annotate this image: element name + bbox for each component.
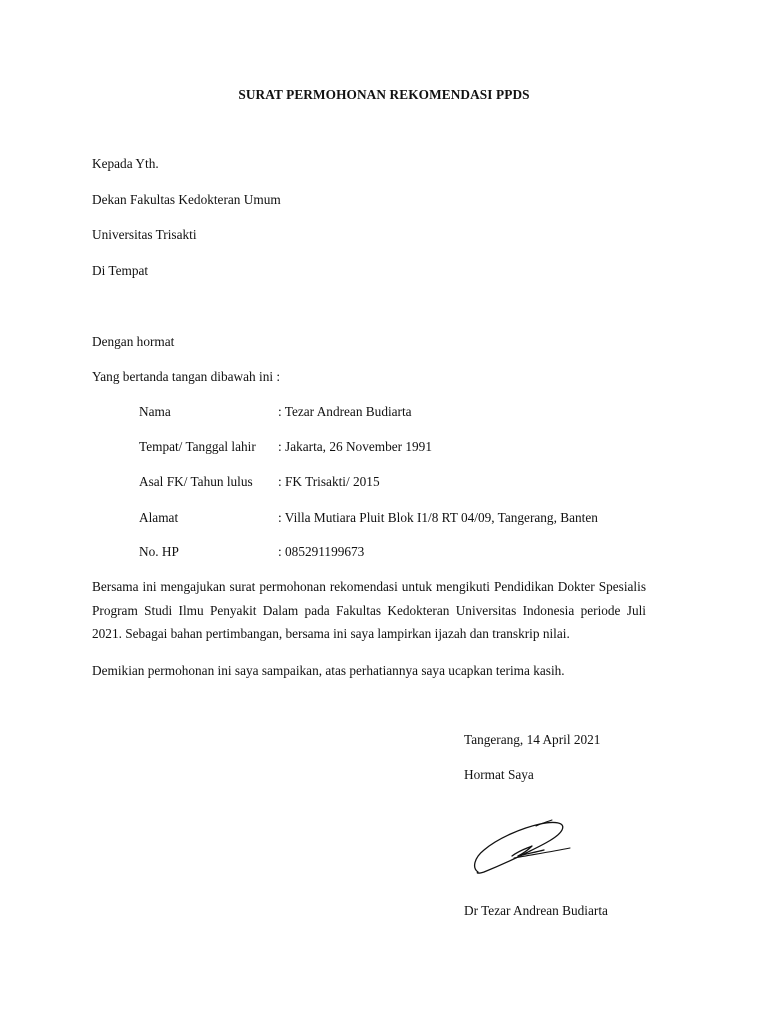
signer-name: Dr Tezar Andrean Budiarta <box>464 903 608 918</box>
sign-off: Hormat Saya <box>464 767 534 782</box>
detail-value: : Jakarta, 26 November 1991 <box>278 439 432 454</box>
body-paragraph: Bersama ini mengajukan surat permohonan rekomendasi untuk mengikuti Pendidikan Dokter Spesialis Program Studi Ilmu Penyakit Dalam pada Fakultas Kedokteran Universitas Indonesia periode Juli 2021. Sebagai bahan pertimbangan, bersama ini saya lampirkan ijazah dan transkrip nilai. <box>92 579 646 641</box>
handwritten-signature <box>470 810 580 882</box>
detail-label: Alamat <box>139 510 179 525</box>
recipient-line-1: Kepada Yth. <box>92 156 159 171</box>
detail-value: : 085291199673 <box>278 544 365 559</box>
detail-value: : FK Trisakti/ 2015 <box>278 474 380 489</box>
greeting: Dengan hormat <box>92 334 175 349</box>
intro-line: Yang bertanda tangan dibawah ini : <box>92 369 281 384</box>
recipient-line-4: Di Tempat <box>92 263 149 278</box>
recipient-line-2: Dekan Fakultas Kedokteran Umum <box>92 192 281 207</box>
detail-label: No. HP <box>139 544 179 559</box>
detail-value: : Villa Mutiara Pluit Blok I1/8 RT 04/09, Tangerang, Banten <box>278 510 598 525</box>
letter-title: SURAT PERMOHONAN REKOMENDASI PPDS <box>238 87 530 102</box>
place-date: Tangerang, 14 April 2021 <box>464 732 601 747</box>
detail-label: Nama <box>139 404 171 419</box>
recipient-line-3: Universitas Trisakti <box>92 227 197 242</box>
detail-label: Tempat/ Tanggal lahir <box>139 439 256 454</box>
detail-value: : Tezar Andrean Budiarta <box>278 404 412 419</box>
detail-label: Asal FK/ Tahun lulus <box>139 474 253 489</box>
closing-paragraph: Demikian permohonan ini saya sampaikan, atas perhatiannya saya ucapkan terima kasih. <box>92 663 565 678</box>
